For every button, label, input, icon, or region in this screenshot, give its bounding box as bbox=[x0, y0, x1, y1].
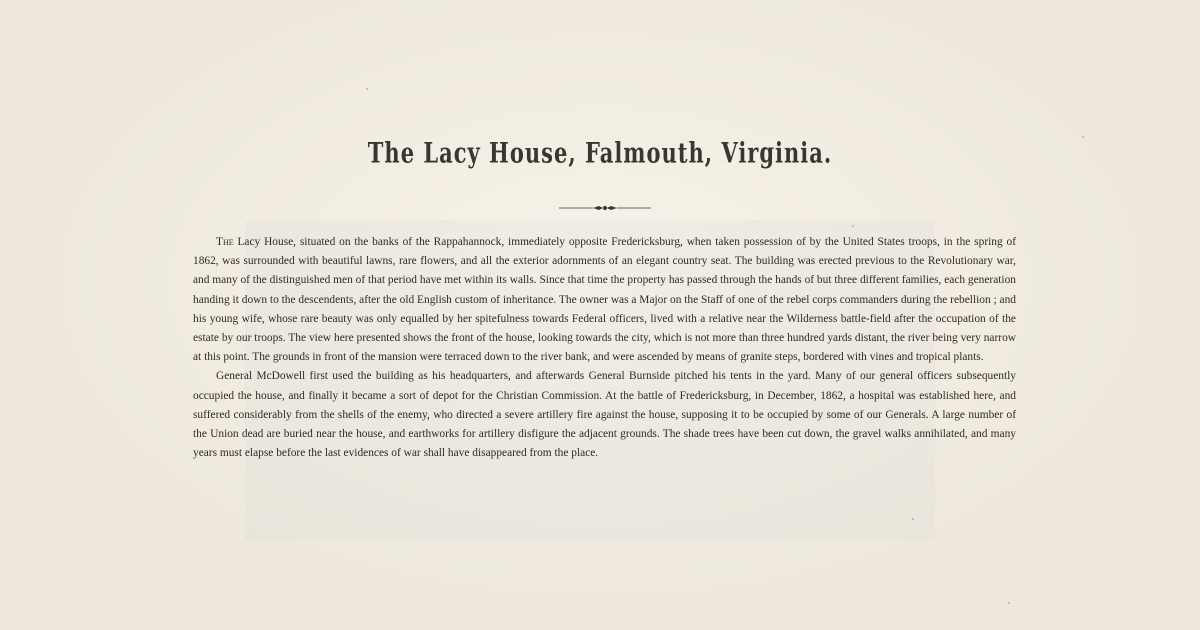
paragraph-lead-word: The bbox=[216, 236, 234, 248]
paragraph-text: General McDowell first used the building as his headquarters, and afterwards General Burnside pitched his tents in the yard. Many of our general officers subsequently occupied the house, and finally it became a sort of depot for the Christian Commission. At the battle of Fredericksburg, in December, 1862, a hospital was established here, and suffered considerably from the shells of the enemy, who directed a severe artillery fire against the house, supposing it to be occupied by some of our Generals. A large number of the Union dead are buried near the house, and earthworks for artillery disfigure the adjacent grounds. The shade trees have been cut down, the gravel walks annihilated, and many years must elapse before the last evidences of war shall have disappeared from the place. bbox=[193, 370, 1016, 460]
body-paragraph-2 bbox=[193, 367, 1016, 463]
body-paragraph-1 bbox=[193, 233, 1016, 367]
title-ornament bbox=[559, 203, 651, 213]
paragraph-text: Lacy House, situated on the banks of the Rappahannock, immediately opposite Fredericksburg, when taken possession of by the United States troops, in the spring of 1862, was surrounded with beautiful lawns, rare flowers, and all the exterior adornments of an elegant country seat. The building was erected previous to the Revolutionary war, and many of the distinguished men of that period have met within its walls. Since that time the property has passed through the hands of but three different families, each generation handing it down to the descendents, after the old English custom of inheritance. The owner was a Major on the Staff of one of the rebel corps commanders during the rebellion ; and his young wife, whose rare beauty was only equalled by her spitefulness towards Federal officers, lived with a relative near the Wilderness battle-field after the occupation of the estate by our troops. The view here presented shows the front of the house, looking towards the city, which is not more than three hundred yards distant, the river being very narrow at this point. The grounds in front of the mansion were terraced down to the river bank, and were ascended by means of granite steps, bordered with vines and tropical plants. bbox=[193, 236, 1016, 364]
document-title: The Lacy House, Falmouth, Virginia. bbox=[367, 135, 833, 170]
document-body bbox=[193, 233, 1016, 463]
